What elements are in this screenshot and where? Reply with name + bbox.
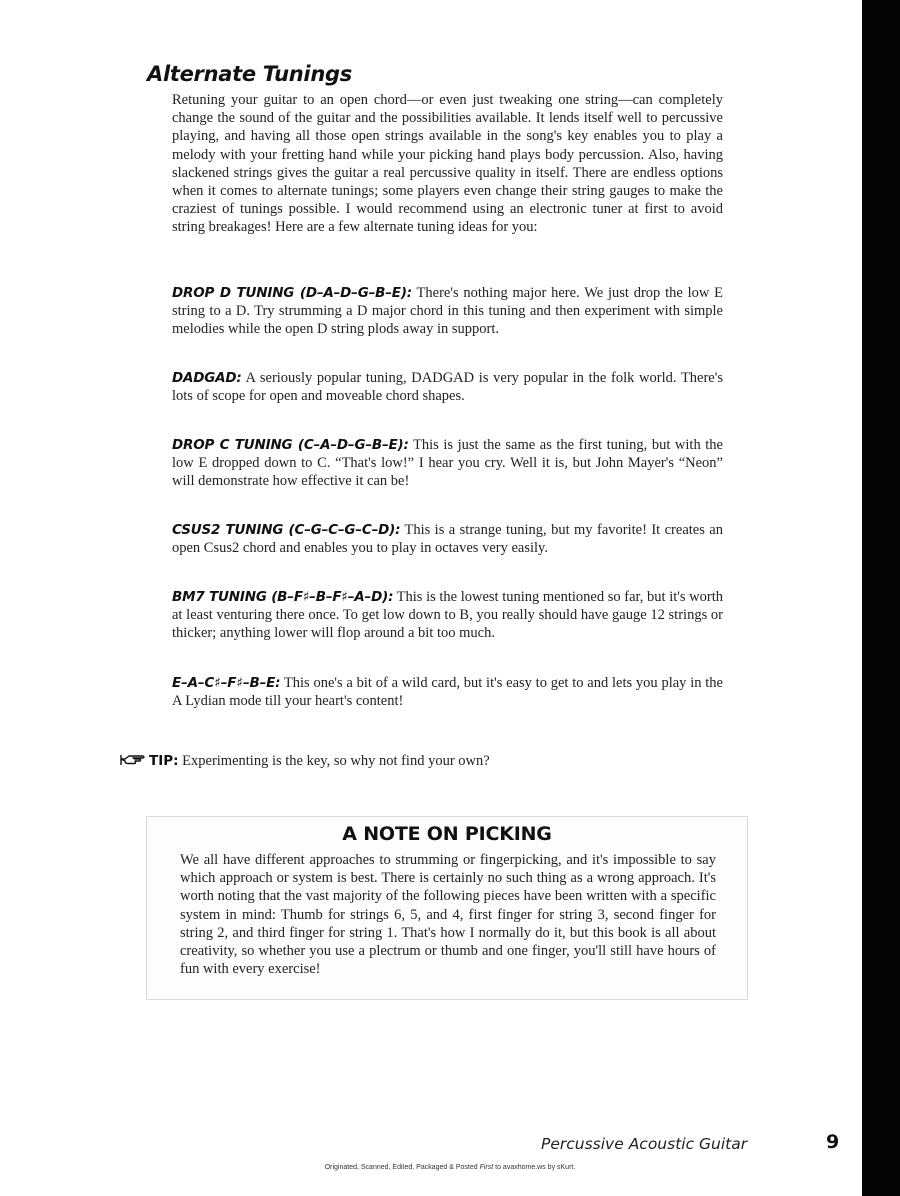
tuning-name: DADGAD: <box>172 370 242 386</box>
tuning-entry <box>172 436 723 491</box>
note-body: We all have different approaches to strumming or fingerpicking, and it's impossible to say which approach or system is best. There is certainly no such thing as a wrong approach. It's worth noting that the vast majority of the following pieces have been written with a specific system in mind: Thumb for strings 6, 5, and 4, first finger for string 3, second finger for string 2, and third finger for string 1. That's how I normally do it, but this book is all about creativity, so whether you use a plectrum or thumb and one finger, you'll still have hours of fun with every exercise! <box>180 852 716 978</box>
note-box <box>146 816 748 1000</box>
tip-label: TIP: <box>149 753 179 769</box>
tuning-name: CSUS2 TUNING (C–G–C–G–C–D): <box>172 522 401 538</box>
page-number: 9 <box>826 1131 840 1153</box>
tuning-description: This one's a bit of a wild card, but it's easy to get to and lets you play in the A Lydian mode till your heart's content! <box>172 675 723 710</box>
tuning-entry <box>172 284 723 339</box>
tuning-description: This is just the same as the first tuning, but with the low E dropped down to C. “That's low!” I hear you cry. Well it is, but John Mayer's “Neon” will demonstrate how effective it can be! <box>172 437 723 490</box>
footer-book-title: Percussive Acoustic Guitar <box>541 1135 748 1153</box>
pointing-hand-icon <box>120 753 146 772</box>
credit-emphasis: First <box>479 1164 494 1171</box>
tuning-entry <box>172 674 723 710</box>
tuning-entry <box>172 369 723 405</box>
tuning-name: BM7 TUNING (B–F♯–B–F♯–A–D): <box>172 589 394 605</box>
tip-line <box>120 752 490 772</box>
intro-paragraph: Retuning your guitar to an open chord—or even just tweaking one string—can completely change the sound of the guitar and the possibilities available. It lends itself well to percussive playing, and having all those open strings available in the song's key enables you to play a melody with your fretting hand while your picking hand plays body percussion. Also, having slackened strings gives the guitar a real percussive quality in itself. There are endless options when it comes to alternate tunings; some players even change their string gauges to make the craziest of tunings possible. I would recommend using an electronic tuner at first to avoid string breakages! Here are a few alternate tuning ideas for you: <box>172 92 723 236</box>
credit-text: Originated, Scanned, Edited, Packaged & Posted <box>324 1164 480 1171</box>
section-title: Alternate Tunings <box>147 62 352 86</box>
tuning-description: A seriously popular tuning, DADGAD is very popular in the folk world. There's lots of scope for open and moveable chord shapes. <box>172 370 724 405</box>
tuning-entry <box>172 521 723 557</box>
tuning-description: There's nothing major here. We just drop the low E string to a D. Try strumming a D major chord in this tuning and then experiment with simple melodies while the open D string plods away in support. <box>172 285 723 338</box>
tuning-description: This is a strange tuning, but my favorite! It creates an open Csus2 chord and enables you to play in octaves very easily. <box>172 522 723 557</box>
tuning-name: DROP D TUNING (D–A–D–G–B–E): <box>172 285 412 301</box>
scan-credit <box>0 1164 900 1171</box>
page-edge-bar <box>862 0 900 1196</box>
tuning-name: E–A–C♯–F♯–B–E: <box>172 675 281 691</box>
tuning-entry <box>172 588 723 643</box>
credit-text-end: to avaxhome.ws by sKurt. <box>493 1164 576 1171</box>
tip-text: Experimenting is the key, so why not find your own? <box>182 753 490 769</box>
tuning-name: DROP C TUNING (C–A–D–G–B–E): <box>172 437 409 453</box>
note-title: A NOTE ON PICKING <box>342 823 552 845</box>
tuning-description: This is the lowest tuning mentioned so far, but it's worth at least venturing there once. To get low down to B, you really should have gauge 12 strings or thicker; anything lower will flop around a bit too much. <box>172 589 723 642</box>
